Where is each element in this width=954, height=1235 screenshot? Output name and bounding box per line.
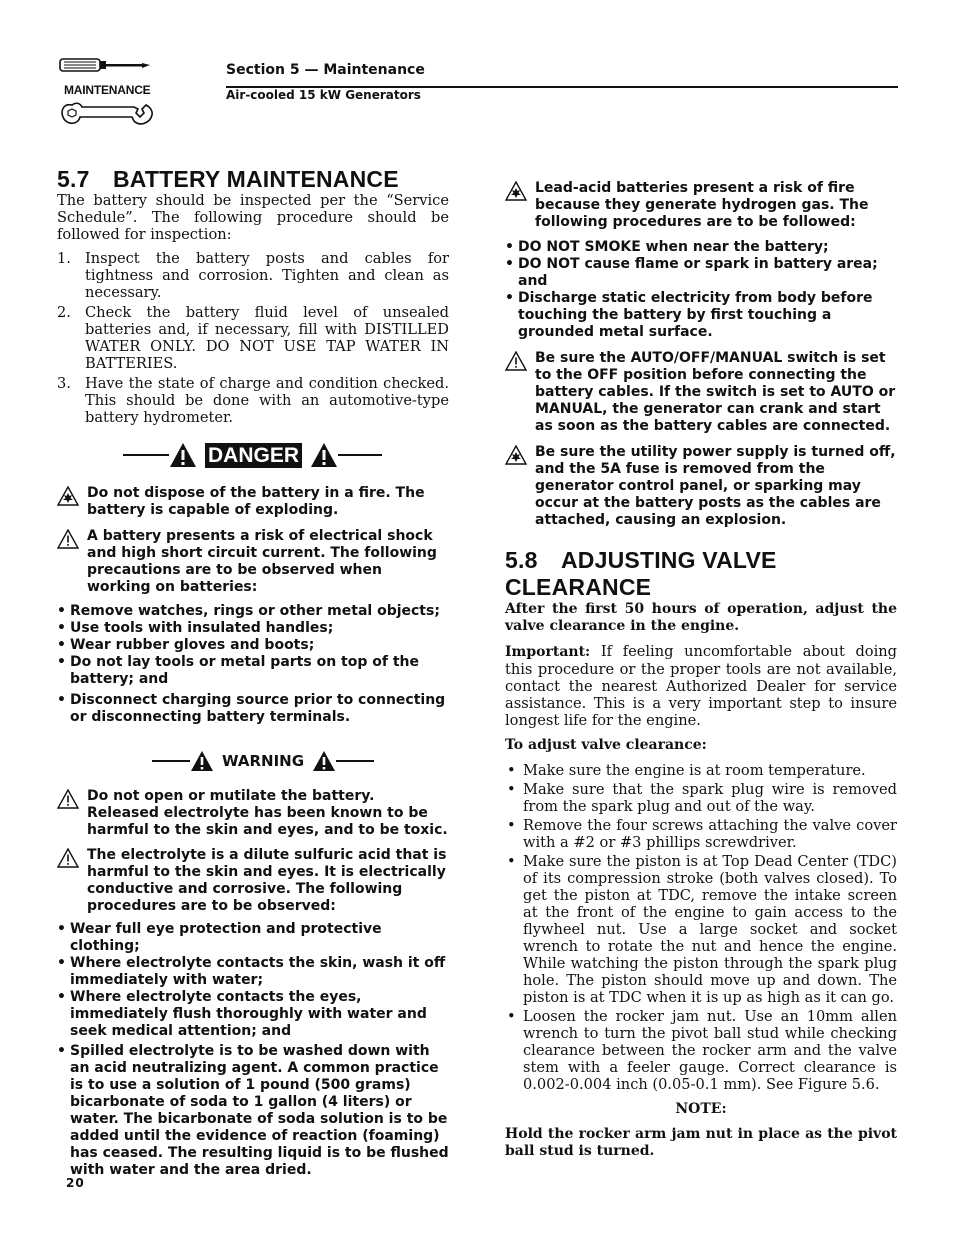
warning-signal: [152, 748, 449, 774]
danger-fire-note: [57, 485, 449, 519]
battery-heading: [57, 166, 449, 193]
list-item: • Where electrolyte contacts the eyes, immediately flush thoroughly with water and seek medical attention; and: [57, 989, 449, 1040]
step-number: 1.: [57, 250, 71, 267]
list-item: [57, 250, 449, 301]
logo-label: MAINTENANCE: [64, 83, 151, 97]
header-subtitle: Air-cooled 15 kW Generators: [226, 88, 421, 102]
valve-heading: [505, 547, 897, 601]
warning-acid-text: The electrolyte is a dilute sulfuric acid that is harmful to the skin and eyes. It is electrically conductive and corrosive. The following procedures are to be observed:: [87, 847, 447, 914]
list-item: [57, 375, 449, 426]
list-item: [57, 304, 449, 372]
warning-triangle-icon: [57, 789, 79, 809]
maintenance-logo: [58, 55, 154, 129]
valve-important: [505, 643, 897, 729]
danger-shock-text: A battery presents a risk of electrical shock and high short circuit current. The following precautions are to be observed when working on batteries:: [87, 528, 437, 595]
danger-triangle-icon: [310, 442, 338, 468]
warning-triangle-icon: [57, 848, 79, 868]
list-item: • Disconnect charging source prior to connecting or disconnecting battery terminals.: [57, 692, 449, 726]
page-number: 20: [66, 1176, 85, 1190]
list-item: • Do not lay tools or metal parts on top of the battery; and: [57, 654, 449, 688]
danger-triangle-icon: [169, 442, 197, 468]
fire-hazard-text: Lead-acid batteries present a risk of fire because they generate hydrogen gas. The following procedures are to be followed:: [535, 180, 869, 230]
warning-triangle-icon: [312, 750, 336, 772]
list-item: • Remove watches, rings or other metal objects;: [57, 603, 449, 620]
warning-triangle-icon: [190, 750, 214, 772]
right-column: [505, 180, 897, 1160]
signal-line: [152, 760, 190, 762]
signal-line: [336, 760, 374, 762]
valve-steps: [505, 762, 897, 1093]
utility-warning-note: [505, 444, 897, 529]
danger-shock-note: [57, 528, 449, 596]
note-label: NOTE:: [675, 1101, 727, 1117]
warning-label: WARNING: [222, 752, 305, 770]
warning-mutilate-text: Do not open or mutilate the battery. Released electrolyte has been known to be harmful to the skin and eyes, and to be toxic.: [87, 788, 448, 838]
danger-precautions: [57, 603, 449, 726]
warning-procedures: [57, 921, 449, 1179]
step-text: Have the state of charge and condition checked. This should be done with an automotive-type battery hydrometer.: [85, 375, 449, 426]
step-text: Check the battery fluid level of unsealed batteries and, if necessary, fill with DISTILLED WATER ONLY. DO NOT USE TAP WATER IN BATTERIES.: [85, 304, 449, 372]
warning-triangle-icon: [505, 351, 527, 371]
warning-mutilate-note: [57, 788, 449, 839]
explosion-hazard-icon: [505, 445, 527, 465]
battery-section-number: 5.7: [57, 166, 90, 192]
signal-line: [338, 454, 382, 456]
list-item: • Remove the four screws attaching the valve cover with a #2 or #3 phillips screwdriver.: [505, 817, 897, 851]
valve-section-title: ADJUSTING VALVE CLEARANCE: [505, 547, 777, 600]
list-item: • DO NOT cause flame or spark in battery area; and: [505, 256, 897, 290]
warning-triangle-icon: [57, 529, 79, 549]
step-text: Inspect the battery posts and cables for tightness and corrosion. Tighten and clean as necessary.: [85, 250, 449, 301]
explosion-hazard-icon: [505, 181, 527, 201]
explosion-hazard-icon: [57, 486, 79, 506]
list-item: • Loosen the rocker jam nut. Use an 10mm allen wrench to turn the pivot ball stud while checking clearance between the rocker arm and the valve stem with a feeler gauge. Correct clearance is 0.002-0.004 inch (0.05-0.1 mm). See Figure 5.6.: [505, 1008, 897, 1093]
list-item: • Discharge static electricity from body before touching the battery by first touching a grounded metal surface.: [505, 290, 897, 341]
list-item: • DO NOT SMOKE when near the battery;: [505, 239, 897, 256]
signal-line: [123, 454, 169, 456]
switch-warning-text: Be sure the AUTO/OFF/MANUAL switch is set to the OFF position before connecting the battery cables. If the switch is set to AUTO or MANUAL, the generator can crank and start as soon as the battery cables are connected.: [535, 350, 896, 434]
list-item: • Spilled electrolyte is to be washed down with an acid neutralizing agent. A common practice is to use a solution of 1 pound (500 grams) bicarbonate of soda to 1 gallon (4 liters) or water. The bicarbonate of soda solution is to be added until the evidence of reaction (foaming) has ceased. The resulting liquid is to be flushed with water and the area dried.: [57, 1043, 449, 1179]
switch-warning-note: [505, 350, 897, 435]
battery-intro: The battery should be inspected per the “Service Schedule”. The following procedure should be followed for inspection:: [57, 192, 449, 243]
left-column: [57, 166, 449, 1179]
step-number: 3.: [57, 375, 71, 392]
battery-section-title: BATTERY MAINTENANCE: [113, 166, 399, 192]
list-item: • Make sure that the spark plug wire is removed from the spark plug and out of the way.: [505, 781, 897, 815]
note-text: Hold the rocker arm jam nut in place as the pivot ball stud is turned.: [505, 1126, 897, 1159]
danger-fire-text: Do not dispose of the battery in a fire. The battery is capable of exploding.: [87, 485, 425, 518]
warning-acid-note: [57, 847, 449, 915]
danger-label: DANGER: [205, 443, 302, 468]
valve-section-number: 5.8: [505, 547, 538, 573]
fire-precautions: [505, 239, 897, 341]
list-item: • Wear full eye protection and protective clothing;: [57, 921, 449, 955]
danger-signal: [123, 440, 449, 470]
valve-lead: After the first 50 hours of operation, adjust the valve clearance in the engine.: [505, 601, 897, 634]
battery-steps: [57, 250, 449, 426]
list-item: • Where electrolyte contacts the skin, wash it off immediately with water;: [57, 955, 449, 989]
fire-hazard-note: [505, 180, 897, 231]
adjust-heading: To adjust valve clearance:: [505, 737, 707, 753]
step-number: 2.: [57, 304, 71, 321]
list-item: • Make sure the piston is at Top Dead Center (TDC) of its compression stroke (both valves closed). To get the piston at TDC, remove the intake screen at the front of the engine to gain access to the flywheel nut. Use a large socket and socket wrench to rotate the nut and hence the engine. While watching the piston through the spark plug hole. The piston should move up and down. The piston is at TDC when it is up as high as it can go.: [505, 853, 897, 1006]
list-item: • Make sure the engine is at room temperature.: [505, 762, 897, 779]
section-title: Section 5 — Maintenance: [226, 62, 425, 78]
list-item: • Use tools with insulated handles;: [57, 620, 449, 637]
list-item: • Wear rubber gloves and boots;: [57, 637, 449, 654]
utility-warning-text: Be sure the utility power supply is turned off, and the 5A fuse is removed from the generator control panel, or sparking may occur at the battery posts as the cables are attached, causing an explosion.: [535, 444, 896, 528]
important-text: If feeling uncomfortable about doing this procedure or the proper tools are not available, contact the nearest Authorized Dealer for service assistance. This is a very important step to insure longest life for the engine.: [505, 643, 897, 729]
important-label: Important:: [505, 644, 591, 660]
